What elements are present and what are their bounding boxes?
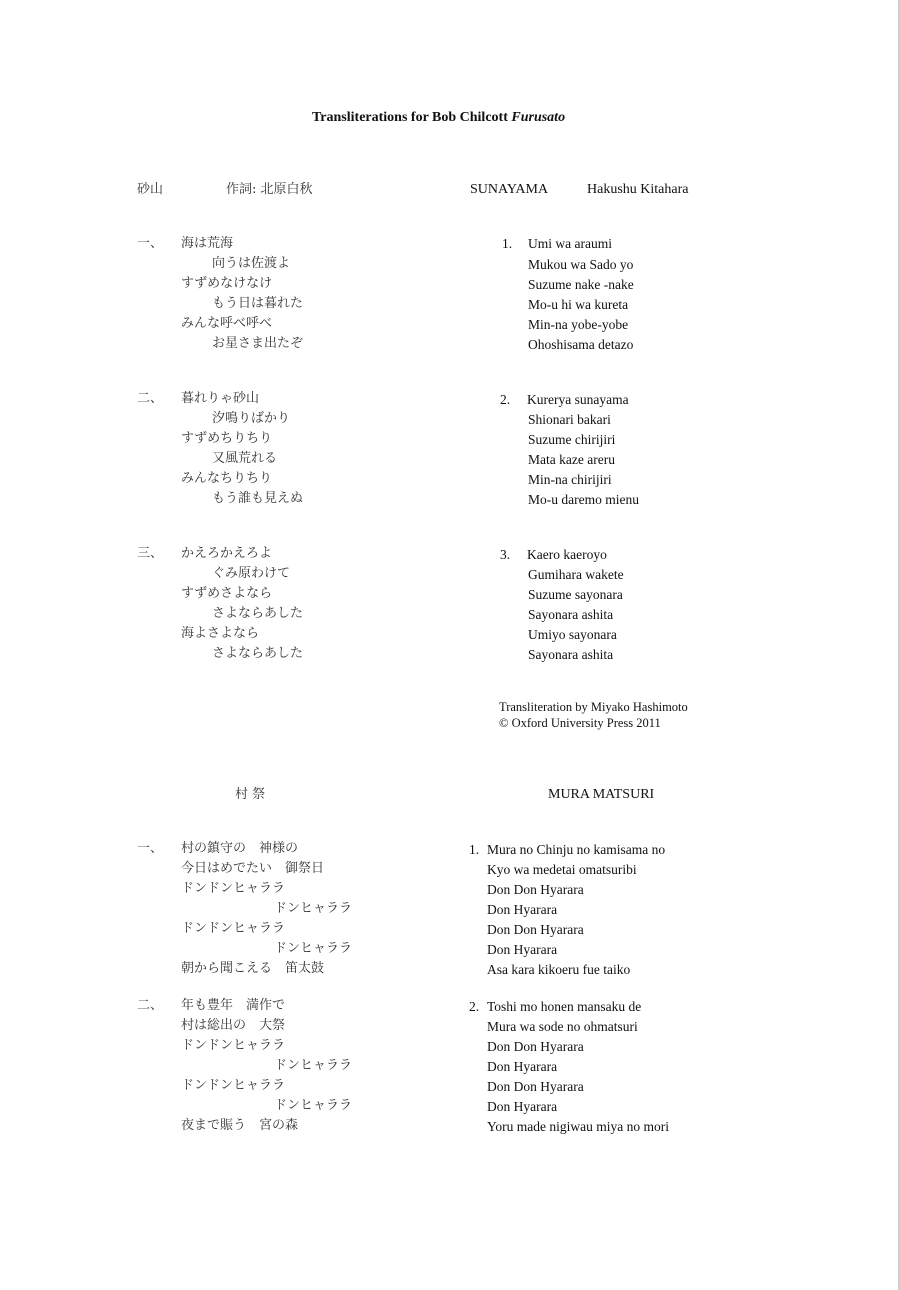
sunayama-v1-jp-line: 海は荒海 xyxy=(181,236,234,251)
mura-v1-jp-line: ドンヒャララ xyxy=(274,941,353,956)
mura-v2-jp-line: ドンヒャララ xyxy=(274,1098,353,1113)
sunayama-v3-en-num: 3. xyxy=(500,547,511,562)
mura-v1-en-num: 1. xyxy=(469,842,480,857)
mura-v1-en-line: Don Hyarara xyxy=(487,902,558,917)
copyright-notice: © Oxford University Press 2011 xyxy=(499,716,661,730)
mura-v2-jp-num: 二、 xyxy=(137,998,164,1013)
mura-en-title: MURA MATSURI xyxy=(548,787,655,802)
page-title xyxy=(312,111,565,125)
sunayama-v1-jp-line: すずめなけなけ xyxy=(181,276,273,291)
sunayama-v3-jp-line: ぐみ原わけて xyxy=(212,566,291,581)
sunayama-v2-jp-line: みんなちりちり xyxy=(181,471,273,486)
mura-v2-jp-line: ドンヒャララ xyxy=(274,1058,353,1073)
mura-jp-title: 村 祭 xyxy=(235,787,266,802)
mura-v2-jp-line: ドンドンヒャララ xyxy=(181,1078,286,1093)
sunayama-v2-jp-line: 汐鳴りばかり xyxy=(212,411,291,426)
sunayama-v3-en-line: Sayonara ashita xyxy=(528,607,614,622)
sunayama-v1-en-line: Mukou wa Sado yo xyxy=(528,257,634,272)
sunayama-v3-jp-line: かえろかえろよ xyxy=(181,546,273,561)
sunayama-jp-title: 砂山 xyxy=(137,182,164,197)
sunayama-v1-en-line: Suzume nake -nake xyxy=(528,277,634,292)
mura-v1-en-line: Don Don Hyarara xyxy=(487,922,584,937)
sunayama-v2-en-num: 2. xyxy=(500,392,511,407)
sunayama-jp-author: 作詞: 北原白秋 xyxy=(226,182,313,197)
mura-v1-jp-line: 今日はめでたい 御祭日 xyxy=(181,861,325,876)
sunayama-v3-en-line: Umiyo sayonara xyxy=(528,627,617,642)
sunayama-en-author: Hakushu Kitahara xyxy=(587,182,689,197)
sunayama-v3-jp-line: すずめさよなら xyxy=(181,586,273,601)
mura-v1-en-line: Don Don Hyarara xyxy=(487,882,584,897)
sunayama-v2-en-line: Mo-u daremo mienu xyxy=(528,492,639,507)
mura-v2-jp-line: ドンドンヒャララ xyxy=(181,1038,286,1053)
sunayama-v3-en-line: Kaero kaeroyo xyxy=(527,547,607,562)
sunayama-v3-en-line: Sayonara ashita xyxy=(528,647,614,662)
sunayama-v1-en-line: Min-na yobe-yobe xyxy=(528,317,629,332)
sunayama-v2-jp-num: 二、 xyxy=(137,391,164,406)
sunayama-v3-en-line: Suzume sayonara xyxy=(528,587,623,602)
sunayama-v2-jp-line: すずめちりちり xyxy=(181,431,273,446)
sunayama-v3-jp-line: さよならあした xyxy=(212,646,304,661)
sunayama-v2-jp-line: 暮れりゃ砂山 xyxy=(181,391,260,406)
sunayama-v1-en-line: Umi wa araumi xyxy=(528,236,612,251)
sunayama-en-title: SUNAYAMA xyxy=(470,182,549,197)
mura-v2-jp-line: 夜まで賑う 宮の森 xyxy=(181,1118,299,1133)
sunayama-v2-en-line: Min-na chirijiri xyxy=(528,472,612,487)
sunayama-v2-jp-line: 又風荒れる xyxy=(212,451,278,466)
sunayama-v1-en-line: Mo-u hi wa kureta xyxy=(528,297,629,312)
mura-v2-jp-line: 村は総出の 大祭 xyxy=(181,1018,286,1033)
sunayama-v3-jp-line: 海よさよなら xyxy=(181,626,260,641)
sunayama-v1-jp-line: みんな呼べ呼べ xyxy=(181,316,273,331)
sunayama-v2-en-line: Suzume chirijiri xyxy=(528,432,616,447)
mura-v1-jp-line: 村の鎮守の 神様の xyxy=(181,841,299,856)
mura-v1-en-line: Don Hyarara xyxy=(487,942,558,957)
mura-v2-en-num: 2. xyxy=(469,999,480,1014)
mura-v2-en-line: Mura wa sode no ohmatsuri xyxy=(487,1019,638,1034)
mura-v1-en-line: Mura no Chinju no kamisama no xyxy=(487,842,666,857)
mura-v2-en-line: Yoru made nigiwau miya no mori xyxy=(487,1119,669,1134)
sunayama-v1-jp-line: お星さま出たぞ xyxy=(212,336,304,351)
sunayama-v3-en-line: Gumihara wakete xyxy=(528,567,624,582)
mura-v1-jp-num: 一、 xyxy=(137,841,164,856)
mura-v1-en-line: Asa kara kikoeru fue taiko xyxy=(487,962,631,977)
mura-v2-en-line: Don Hyarara xyxy=(487,1099,558,1114)
sunayama-v1-jp-line: 向うは佐渡よ xyxy=(212,256,291,271)
sunayama-v3-jp-num: 三、 xyxy=(137,546,164,561)
title-prefix: Transliterations for Bob Chilcott xyxy=(312,110,512,125)
sunayama-v1-en-num: 1. xyxy=(502,236,513,251)
sunayama-v2-en-line: Kurerya sunayama xyxy=(527,392,629,407)
sunayama-v1-en-line: Ohoshisama detazo xyxy=(528,337,634,352)
mura-v2-en-line: Don Don Hyarara xyxy=(487,1039,584,1054)
title-work: Furusato xyxy=(511,110,566,125)
mura-v2-jp-line: 年も豊年 満作で xyxy=(181,998,286,1013)
sunayama-v1-jp-line: もう日は暮れた xyxy=(212,296,304,311)
sunayama-v2-jp-line: もう誰も見えぬ xyxy=(212,491,304,506)
mura-v2-en-line: Toshi mo honen mansaku de xyxy=(487,999,642,1014)
mura-v1-jp-line: ドンヒャララ xyxy=(274,901,353,916)
mura-v2-en-line: Don Don Hyarara xyxy=(487,1079,584,1094)
sunayama-v1-jp-num: 一、 xyxy=(137,236,164,251)
sunayama-v2-en-line: Mata kaze areru xyxy=(528,452,615,467)
mura-v1-jp-line: ドンドンヒャララ xyxy=(181,921,286,936)
sunayama-v3-jp-line: さよならあした xyxy=(212,606,304,621)
sunayama-v2-en-line: Shionari bakari xyxy=(528,412,611,427)
mura-v1-jp-line: ドンドンヒャララ xyxy=(181,881,286,896)
mura-v1-jp-line: 朝から聞こえる 笛太鼓 xyxy=(181,961,325,976)
mura-v2-en-line: Don Hyarara xyxy=(487,1059,558,1074)
transliteration-credit: Transliteration by Miyako Hashimoto xyxy=(499,700,688,714)
mura-v1-en-line: Kyo wa medetai omatsuribi xyxy=(487,862,637,877)
